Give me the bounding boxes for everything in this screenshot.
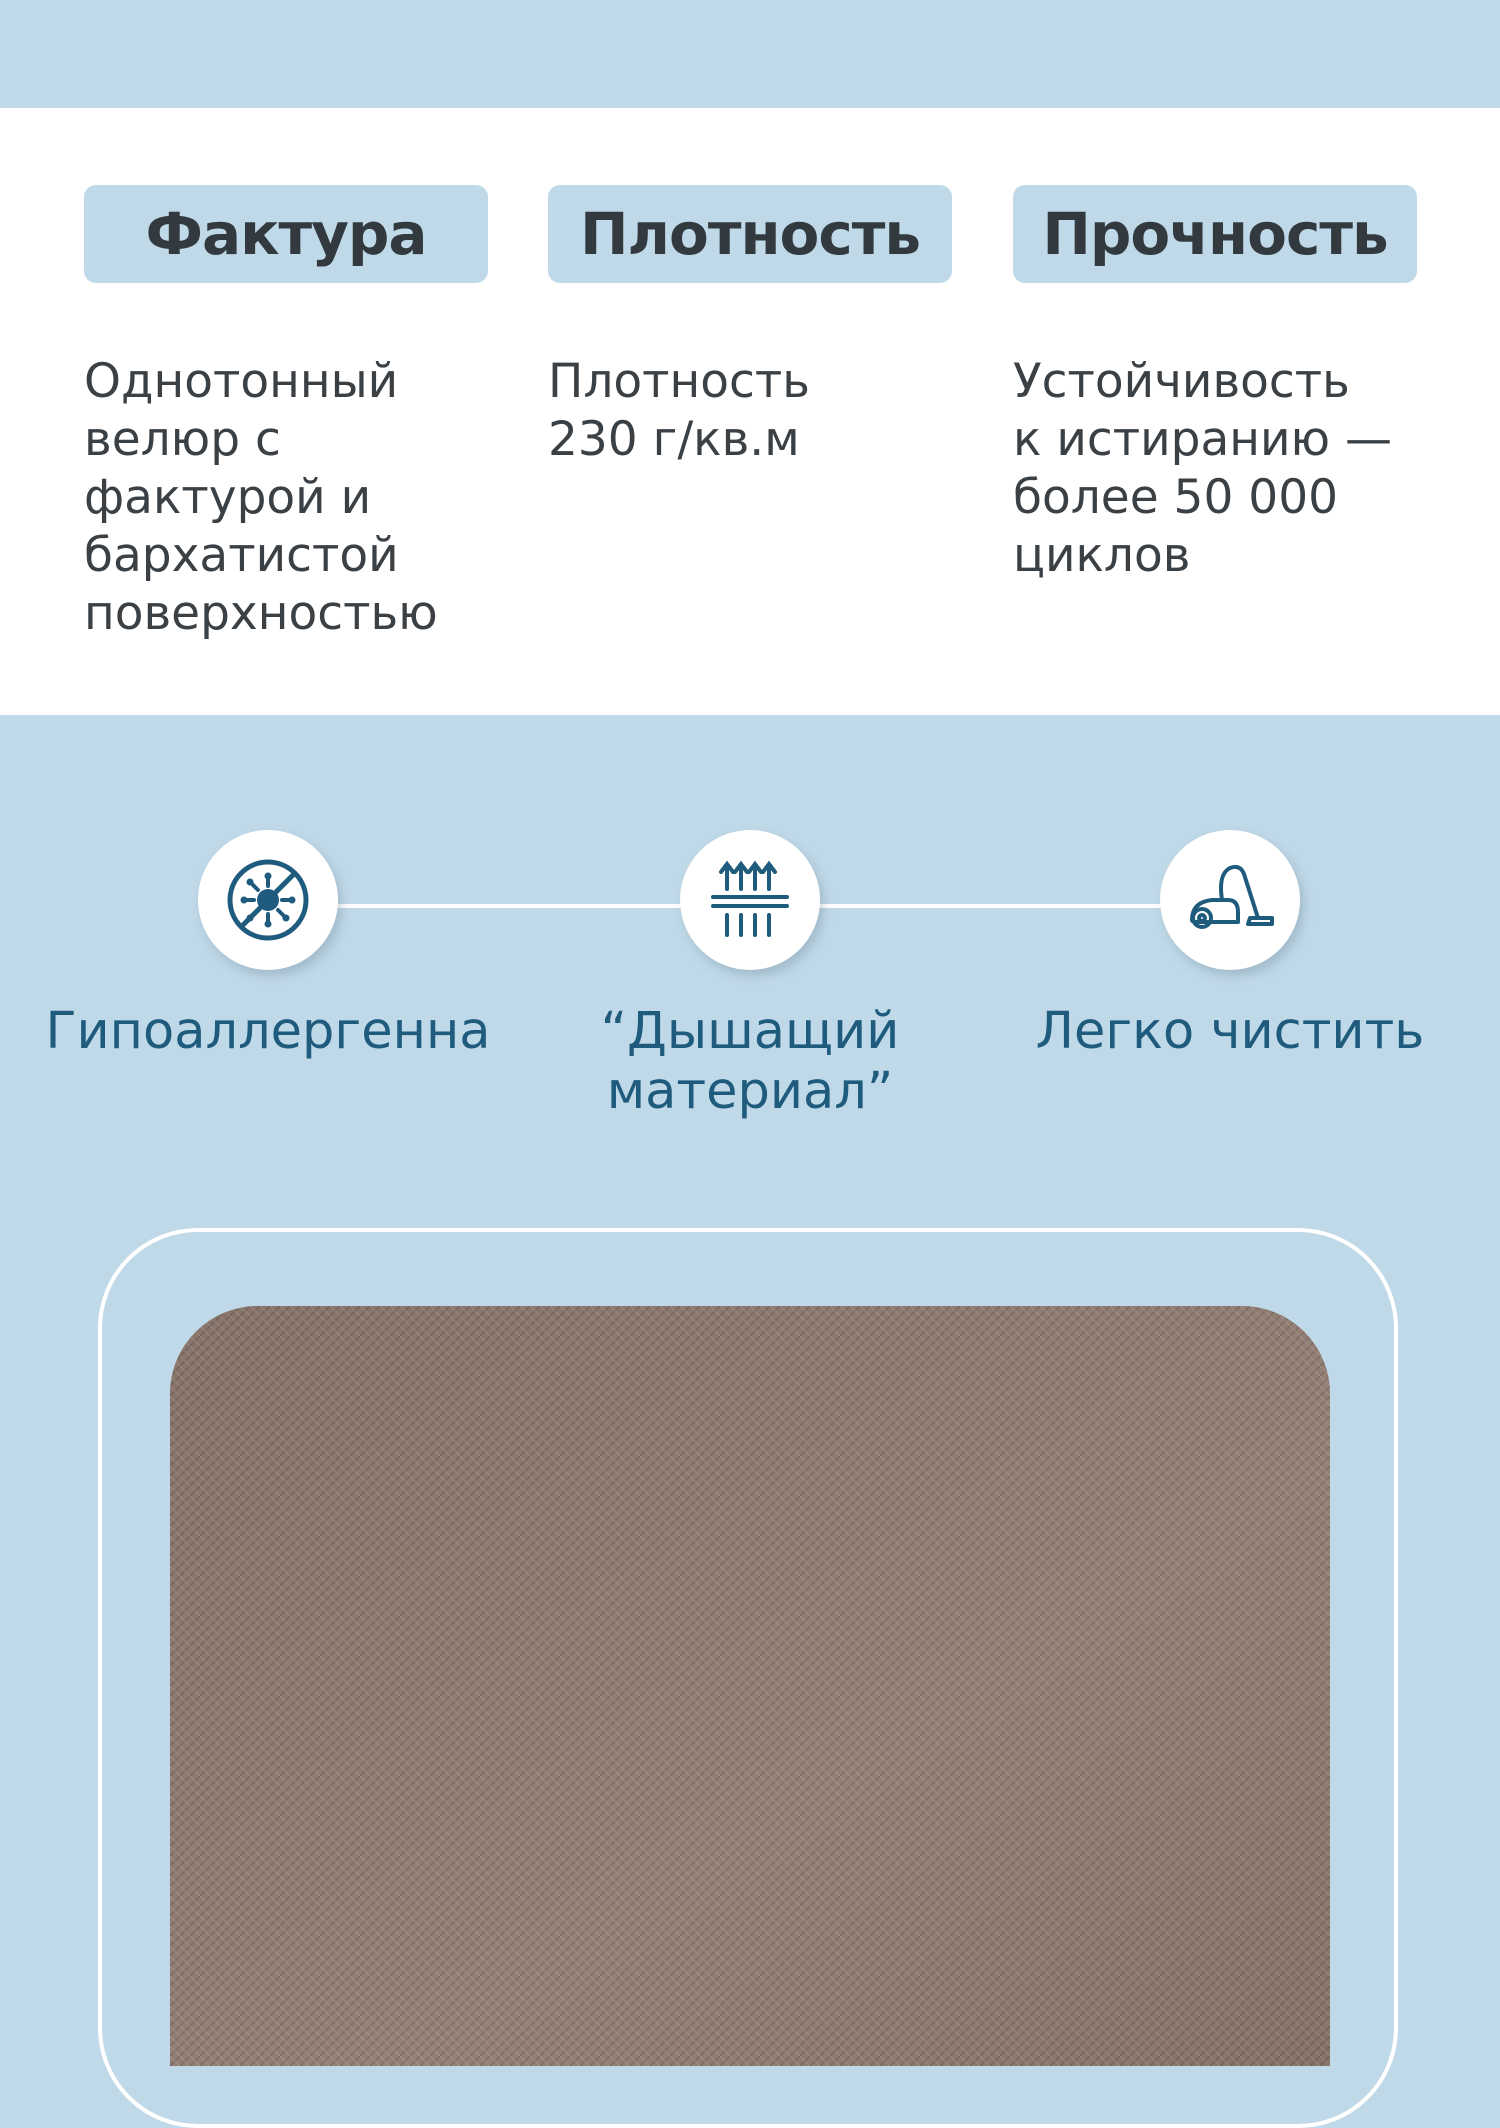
feature-easy-clean [990,830,1470,1062]
feature-label: Гипоаллергенна [45,1002,491,1061]
spec-durability [1013,185,1417,585]
spec-density [548,185,952,469]
anti-allergen-icon [198,830,338,970]
feature-breathable [510,830,990,1122]
spec-description: Плотность 230 г/кв.м [548,354,810,467]
fabric-swatch-image [170,1306,1330,2066]
specs-panel [0,108,1500,715]
features-row [0,830,1500,1130]
feature-label: Легко чистить [1035,1002,1425,1061]
feature-hypoallergenic [28,830,508,1062]
top-band [0,0,1500,108]
spec-description: Устойчивость к истиранию — более 50 000 циклов [1013,354,1393,583]
spec-heading-pill [548,185,952,283]
spec-texture [84,185,488,643]
spec-title: Фактура [145,200,427,268]
spec-heading-pill [84,185,488,283]
spec-description: Однотонный велюр с фактурой и бархатистой поверхностью [84,354,438,641]
spec-title: Прочность [1042,200,1388,268]
vacuum-cleaner-icon [1160,830,1300,970]
breathable-fabric-icon [680,830,820,970]
spec-heading-pill [1013,185,1417,283]
spec-title: Плотность [579,200,921,268]
feature-label: “Дышащий материал” [600,1002,900,1121]
